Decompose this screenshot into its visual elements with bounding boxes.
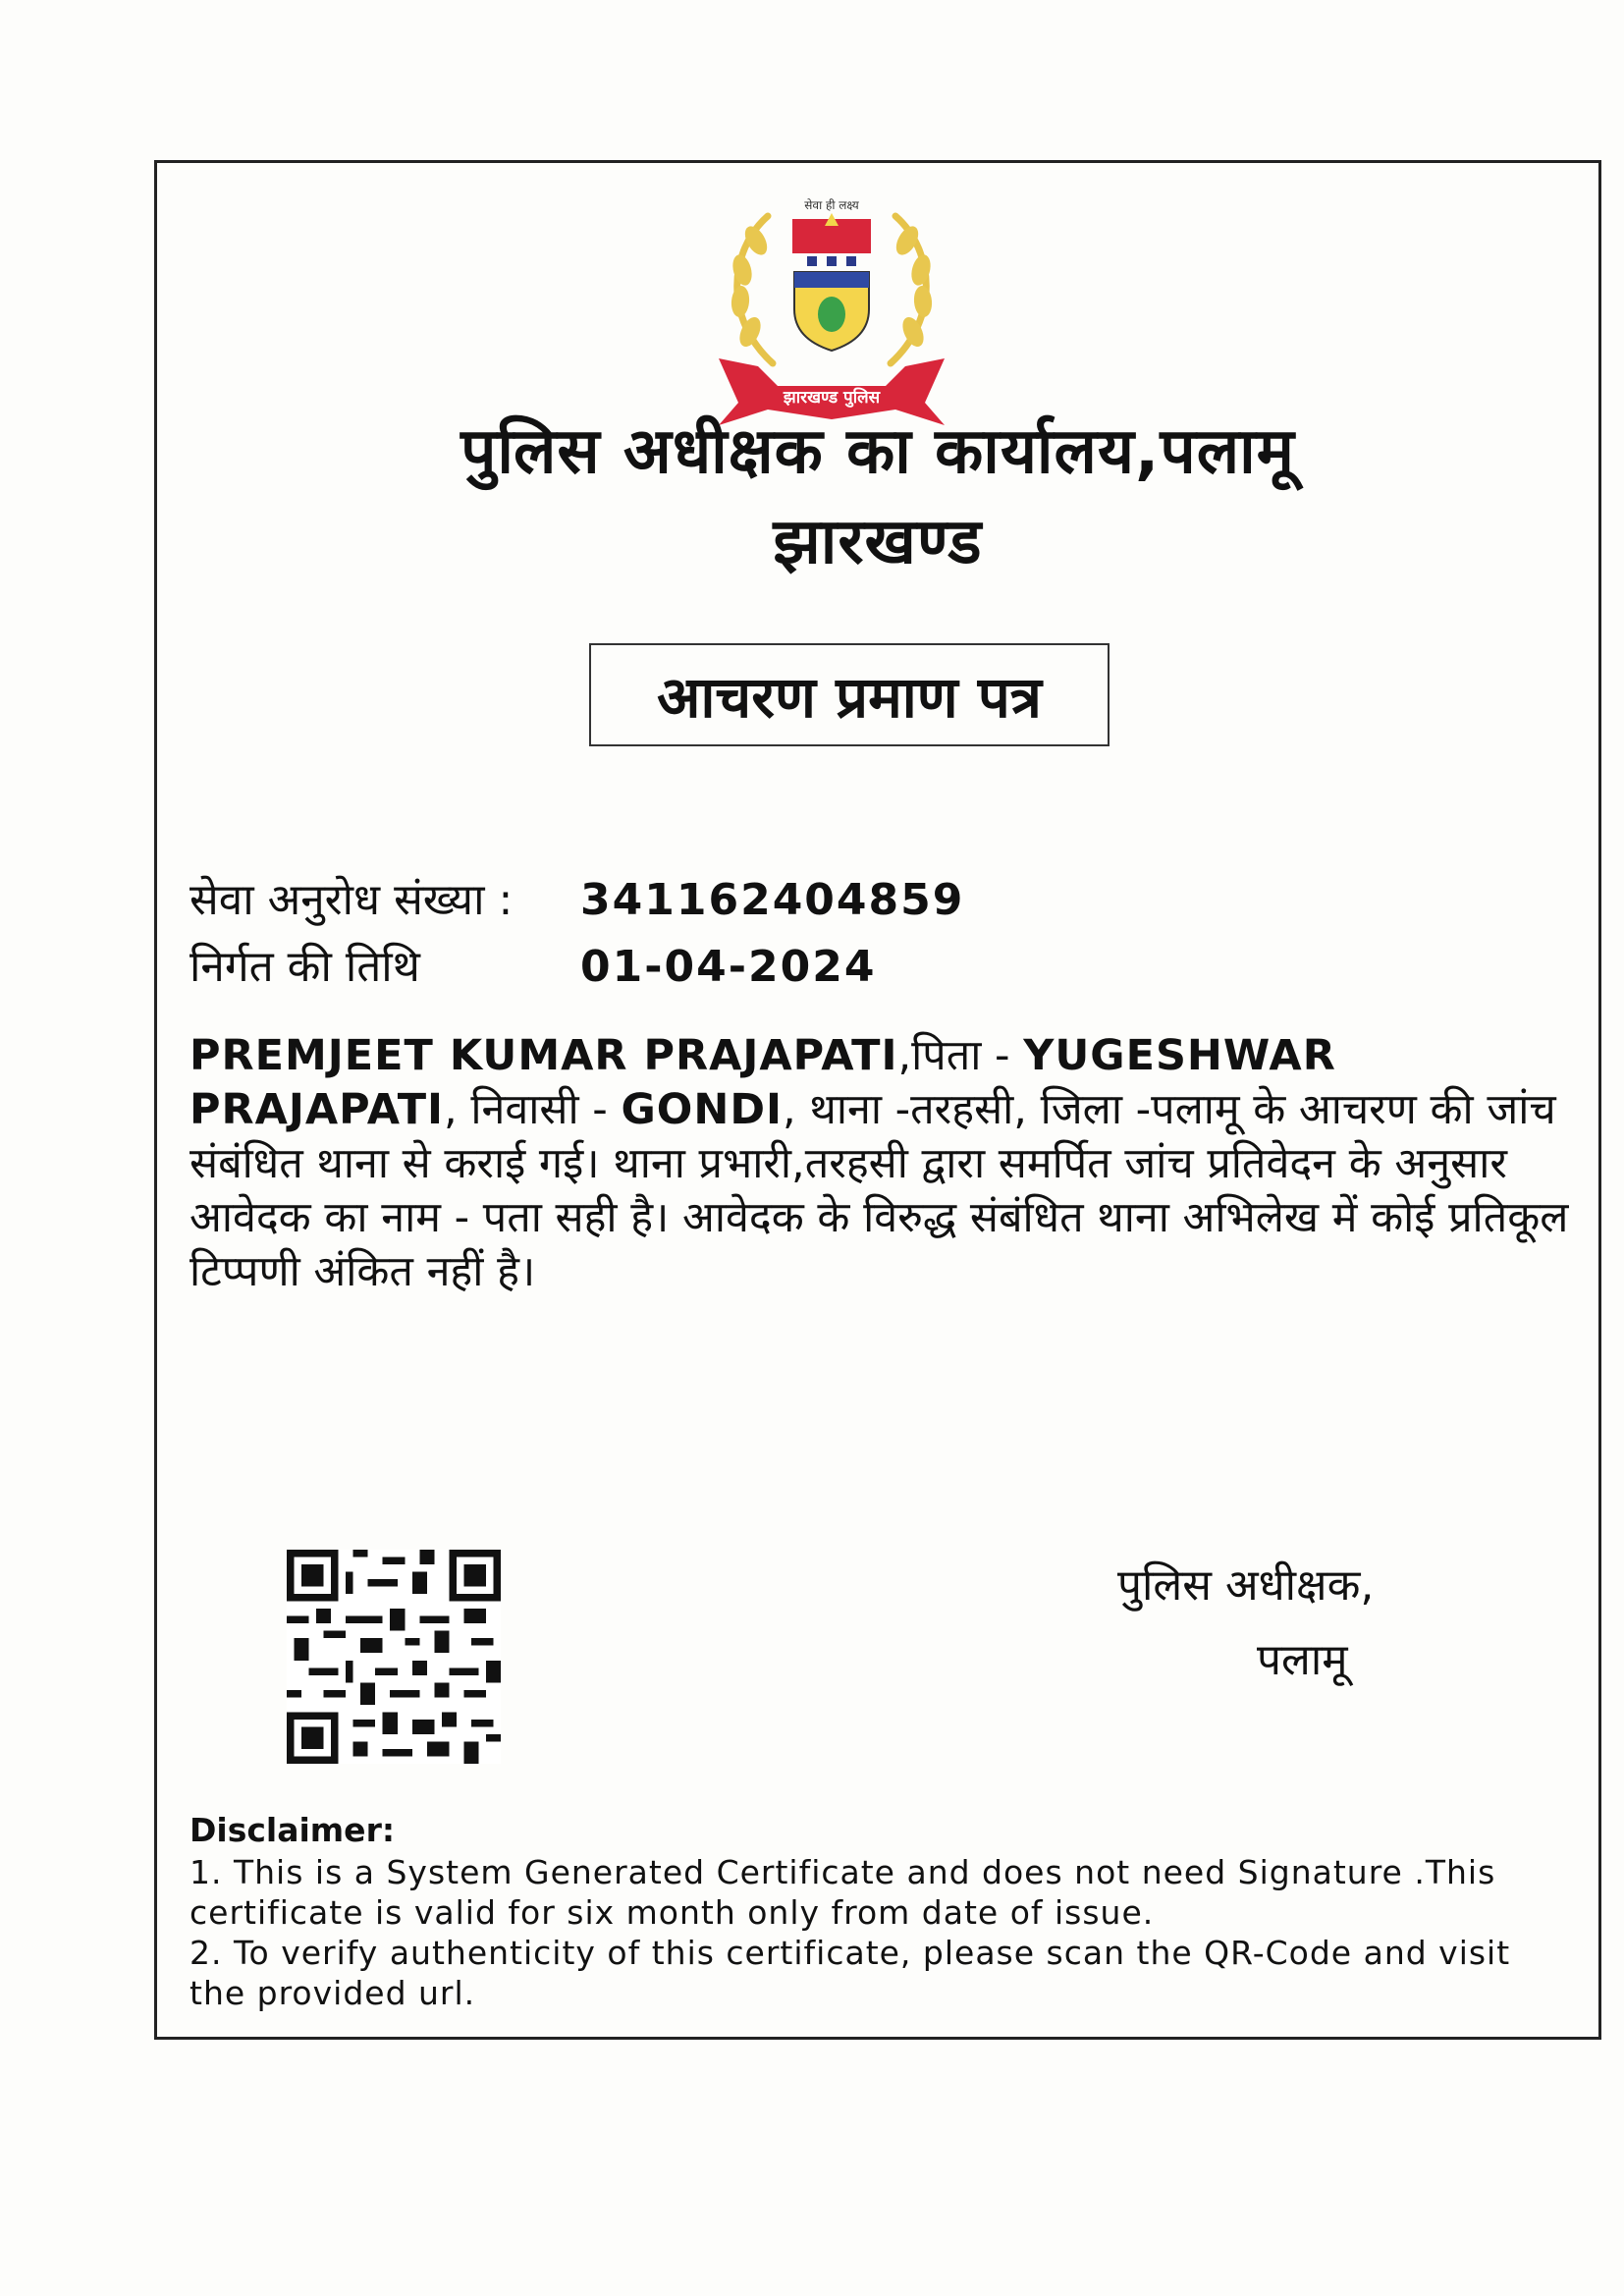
request-number-value: 341162404859 <box>580 875 965 925</box>
state-heading: झारखण्ड <box>773 506 983 578</box>
disclaimer-item: 1. This is a System Generated Certificate and does not need Signature .This certificate is valid for six month only from date of issue. <box>189 1853 1496 1932</box>
request-number-label: सेवा अनुरोध संख्या : <box>189 875 514 925</box>
applicant-name: PREMJEET KUMAR PRAJAPATI <box>189 1031 898 1080</box>
certificate-body <box>189 1029 1584 1299</box>
father-name: YUGESHWAR PRAJAPATI <box>189 1031 1336 1134</box>
request-number-row <box>189 868 964 927</box>
office-heading: पुलिस अधीक्षक का कार्यालय,पलामू <box>460 415 1295 488</box>
disclaimer-title: Disclaimer: <box>189 1811 396 1849</box>
certificate-title: आचरण प्रमाण पत्र <box>589 643 1110 746</box>
disclaimer-list <box>189 1852 1544 2013</box>
emblem-ribbon-text: झारखण्ड पुलिस <box>783 388 881 408</box>
residence-label: , निवासी - <box>444 1085 622 1134</box>
signatory-designation: पुलिस अधीक्षक, <box>1117 1560 1375 1611</box>
signatory-place: पलामू <box>1257 1635 1348 1685</box>
qr-code-icon[interactable] <box>287 1550 501 1764</box>
father-label: ,पिता - <box>897 1031 1024 1080</box>
village-name: GONDI <box>621 1085 784 1134</box>
issue-date-value: 01-04-2024 <box>580 942 877 992</box>
issue-date-row <box>189 935 876 994</box>
emblem-motto: सेवा ही लक्ष्य <box>804 198 859 212</box>
issue-date-label: निर्गत की तिथि <box>189 942 420 992</box>
disclaimer-item: 2. To verify authenticity of this certificate, please scan the QR-Code and visit the provided url. <box>189 1934 1511 2012</box>
body-statement: , थाना -तरहसी, जिला -पलामू के आचरण की जांच संबंधित थाना से कराई गई। थाना प्रभारी,तरहसी द्वारा समर्पित जांच प्रतिवेदन के अनुसार आवेदक का नाम - पता सही है। आवेदक के विरुद्ध संबंधित थाना अभिलेख में कोई प्रतिकूल टिप्पणी अंकित नहीं है। <box>189 1085 1569 1296</box>
police-emblem-icon <box>699 191 964 432</box>
